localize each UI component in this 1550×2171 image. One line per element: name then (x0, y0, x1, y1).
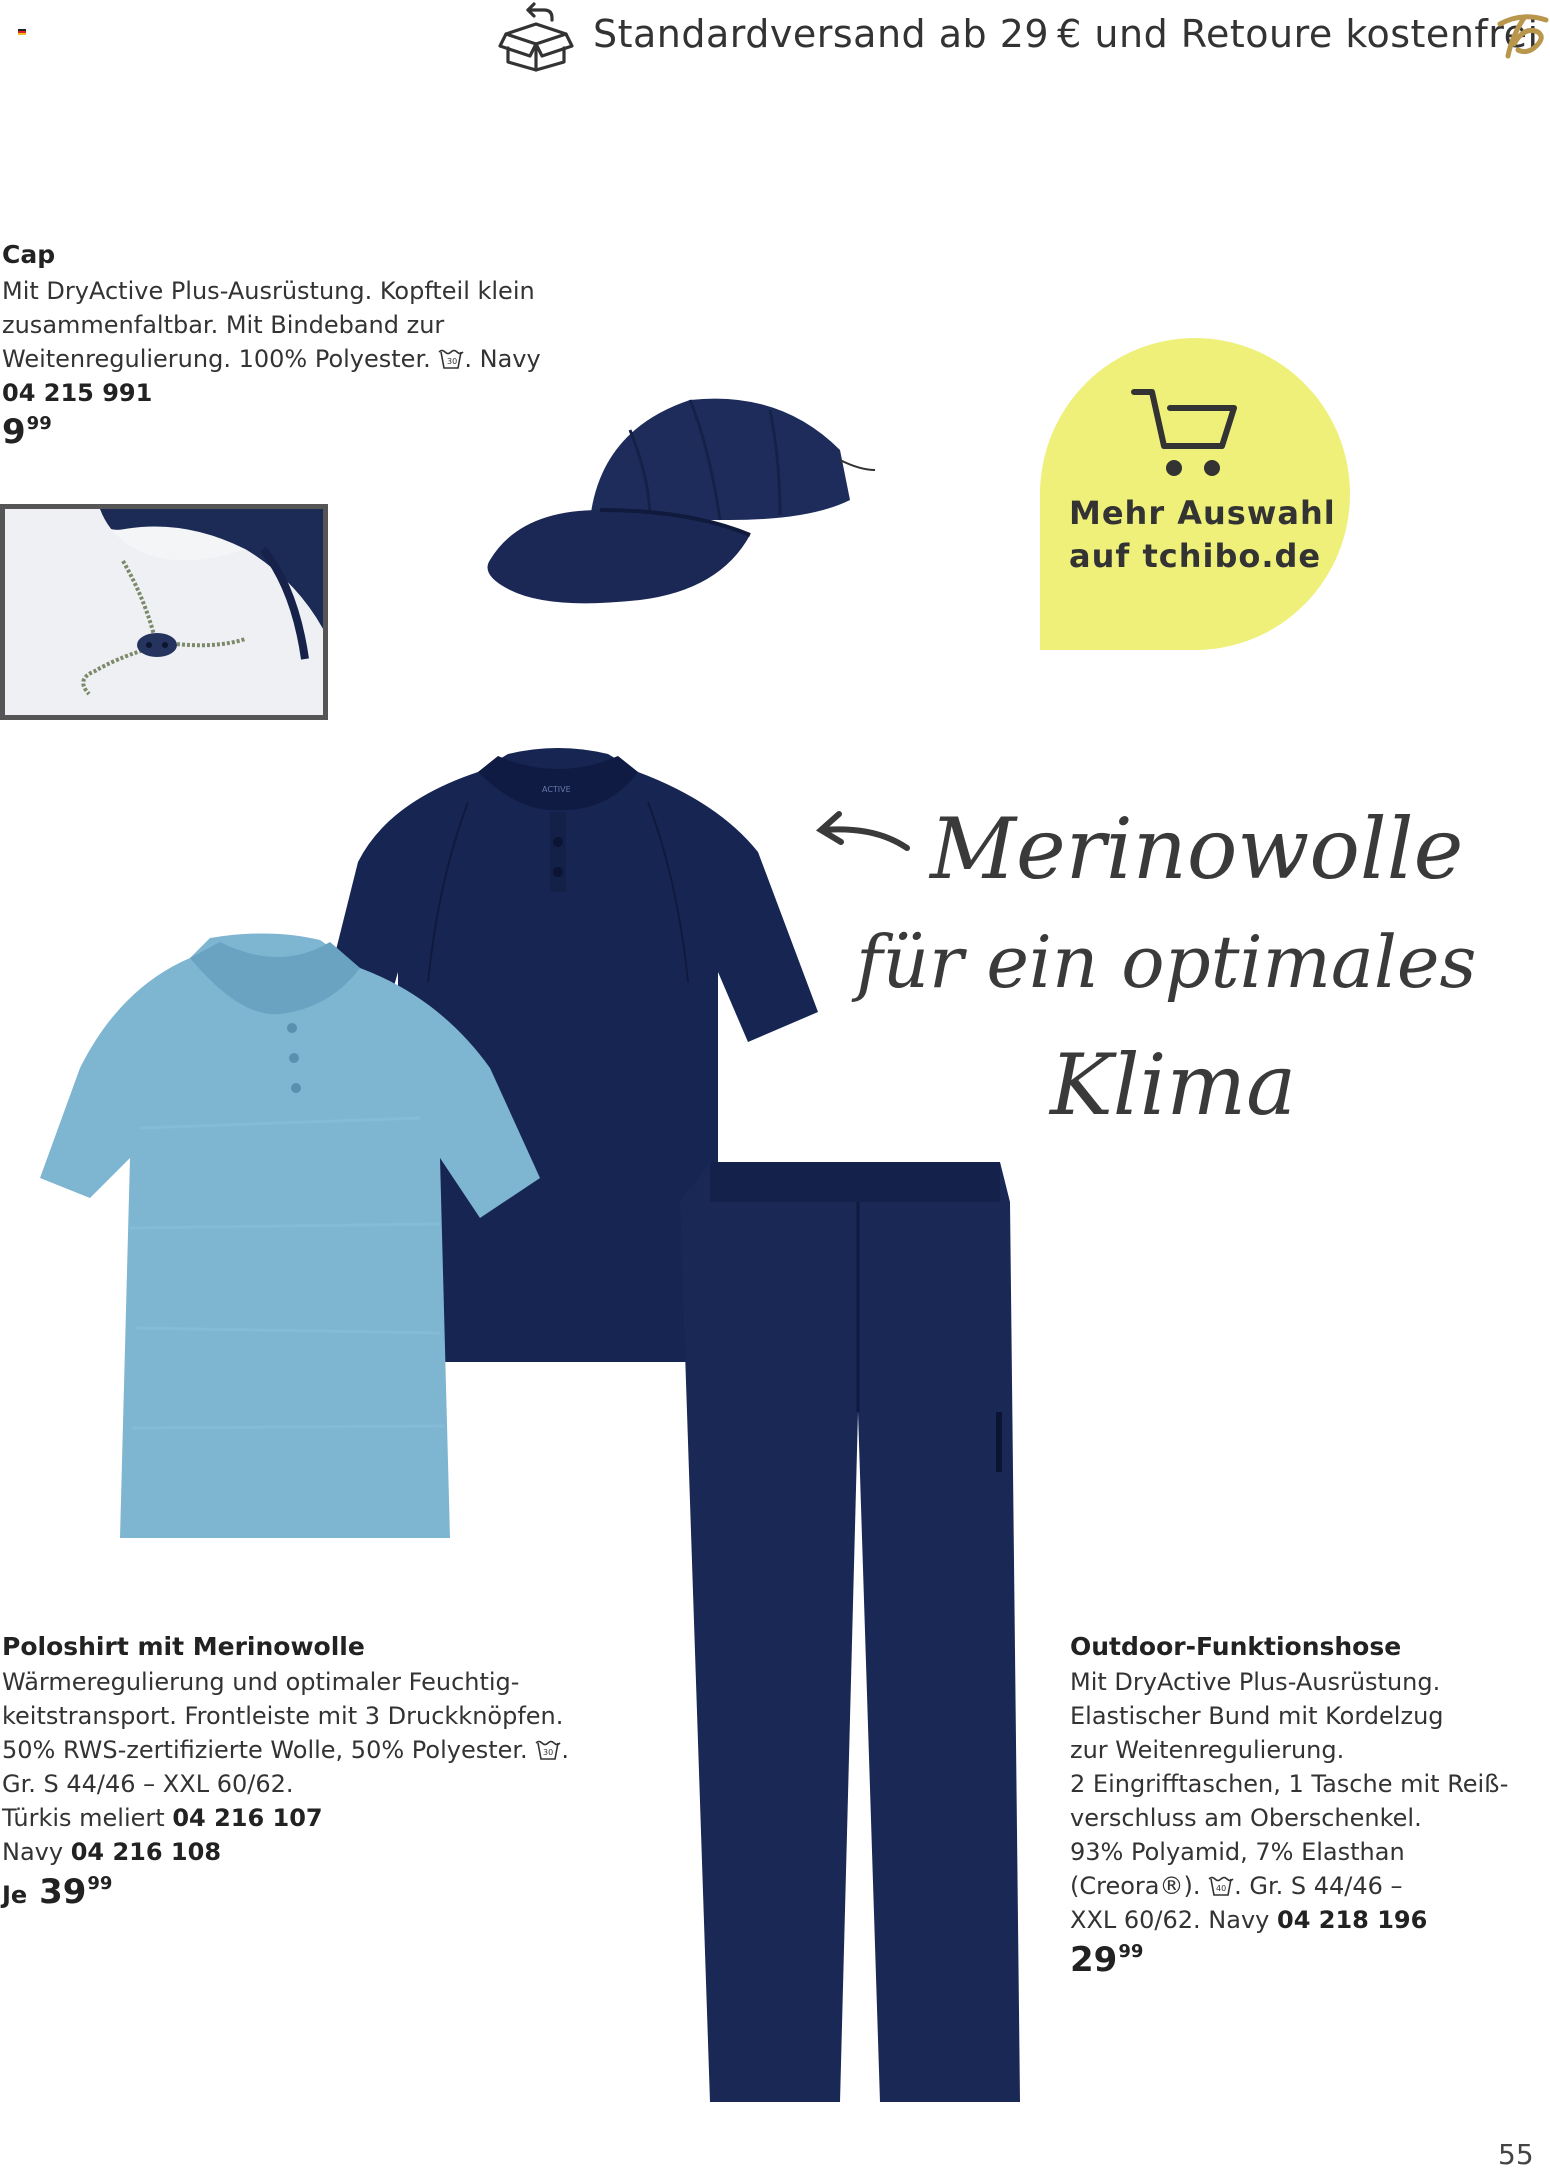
badge-line-2: auf tchibo.de (1069, 537, 1322, 575)
pants-price (1070, 1940, 1143, 1980)
cap-desc-line (2, 342, 541, 376)
pants-price-main: 29 (1070, 1940, 1118, 1980)
shopping-cart-icon (1130, 386, 1240, 482)
pants-article-number: 04 218 196 (1277, 1906, 1428, 1934)
polo-price (2, 1872, 112, 1912)
shop-more-text[interactable] (1069, 492, 1336, 578)
variant-article-number: 04 216 107 (172, 1804, 323, 1832)
pants-desc-line: 93% Polyamid, 7% Elasthan (1070, 1838, 1405, 1866)
polo-desc-line: 50% RWS-zertifizierte Wolle, 50% Polyester. 30 . (2, 1736, 569, 1764)
svg-text:ACTIVE: ACTIVE (542, 785, 571, 794)
flag-mark (18, 20, 26, 26)
polo-price-main: 39 (39, 1872, 87, 1912)
pants-desc-line (1070, 1903, 1508, 1937)
cap-desc-line: Mit DryActive Plus-Ausrüstung. Kopfteil klein (2, 277, 535, 305)
pants-desc-line: verschluss am Oberschenkel. (1070, 1804, 1422, 1832)
wash-40-icon (1208, 1872, 1234, 1894)
pants-desc-line: zur Weitenregulierung. (1070, 1736, 1345, 1764)
pants-desc-line: Elastischer Bund mit Kordelzug (1070, 1702, 1444, 1730)
variant-label: Türkis meliert (2, 1804, 165, 1832)
polo-variant-turquoise (2, 1801, 569, 1835)
pants-desc-line: 2 Eingrifftaschen, 1 Tasche mit Reiß- (1070, 1770, 1509, 1798)
pants-desc-line: Mit DryActive Plus-Ausrüstung. (1070, 1668, 1441, 1696)
svg-text:40: 40 (1216, 1884, 1227, 1893)
cap-price (2, 412, 52, 452)
polo-desc-line: Wärmeregulierung und optimaler Feuchtig- (2, 1668, 520, 1696)
svg-text:30: 30 (543, 1748, 554, 1757)
cap-price-main: 9 (2, 412, 26, 452)
svg-text:30: 30 (447, 357, 458, 366)
tchibo-logo-icon[interactable] (1494, 10, 1550, 62)
headline-line-3: Klima (1050, 1036, 1297, 1134)
headline-line-2: für ein optimales (856, 920, 1477, 1004)
polo-description (2, 1665, 569, 1869)
page-number: 55 (1498, 2138, 1534, 2171)
cap-price-cents: 99 (26, 413, 52, 434)
cap-color: . Navy (464, 345, 541, 373)
badge-line-1: Mehr Auswahl (1069, 494, 1336, 532)
polo-sizes: Gr. S 44/46 – XXL 60/62. (2, 1770, 294, 1798)
pants-creora: (Creora®). (1070, 1872, 1201, 1900)
polo-desc-line: keitstransport. Frontleiste mit 3 Druckknöpfen. (2, 1702, 564, 1730)
cap-product-image (480, 370, 880, 650)
cap-material: Weitenregulierung. 100% Polyester. (2, 345, 431, 373)
navy-pants-image (680, 1162, 1030, 2102)
variant-label: Navy (2, 1838, 64, 1866)
pants-sizes: . Gr. S 44/46 – (1234, 1872, 1403, 1900)
arrow-left-icon (815, 808, 911, 854)
wash-30-icon (535, 1736, 561, 1758)
polo-title: Poloshirt mit Merinowolle (2, 1632, 365, 1661)
cap-desc-line: zusammenfaltbar. Mit Bindeband zur (2, 311, 445, 339)
pants-desc-line (1070, 1869, 1508, 1903)
headline-line-1: Merinowolle (930, 800, 1464, 898)
cap-title: Cap (2, 240, 56, 269)
variant-article-number: 04 216 108 (70, 1838, 222, 1866)
pants-price-cents: 99 (1118, 1941, 1144, 1962)
polo-material: 50% RWS-zertifizierte Wolle, 50% Polyester. (2, 1736, 528, 1764)
pants-color: XXL 60/62. Navy (1070, 1906, 1270, 1934)
wash-30-icon (438, 345, 464, 367)
pants-title: Outdoor-Funktionshose (1070, 1632, 1402, 1661)
cap-description (2, 274, 541, 410)
polo-price-cents: 99 (87, 1873, 113, 1894)
cap-detail-image (0, 504, 328, 720)
pants-description (1070, 1665, 1508, 1937)
polo-variant-navy (2, 1835, 569, 1869)
price-prefix: Je (2, 1881, 28, 1909)
turquoise-polo-image (40, 928, 540, 1548)
shipping-banner-text: Standardversand ab 29 € und Retoure kostenfrei (593, 12, 1539, 56)
delivery-box-return-icon (498, 0, 574, 74)
cap-article-number: 04 215 991 (2, 379, 153, 407)
